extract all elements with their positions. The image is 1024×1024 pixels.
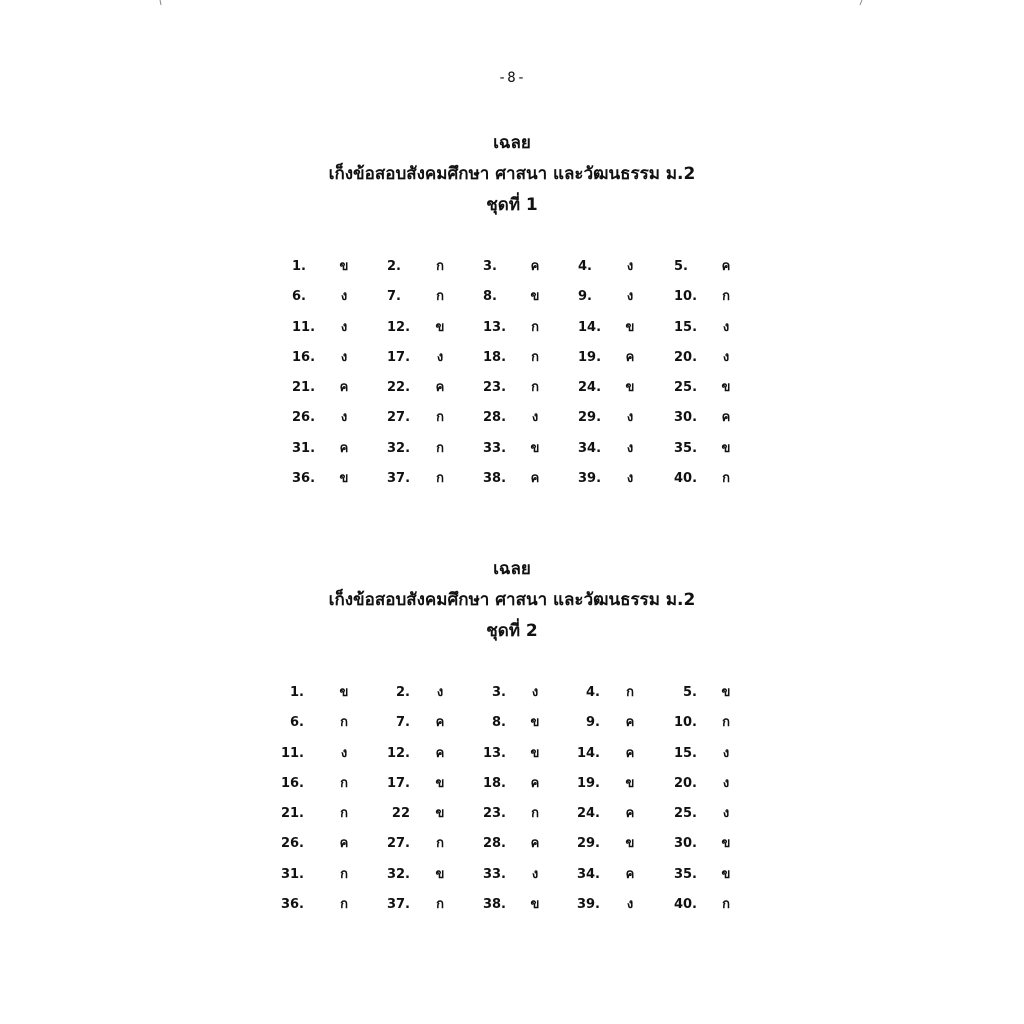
answer-choice: ข bbox=[625, 775, 635, 791]
answer-key-set-2 bbox=[0, 554, 1024, 913]
answer-choice: ข bbox=[721, 380, 731, 396]
answer-row bbox=[0, 282, 1024, 312]
answer-choice: ข bbox=[435, 775, 445, 791]
question-number: 28. bbox=[482, 836, 506, 852]
answer-choice: ข bbox=[435, 866, 445, 882]
answer-choice: ก bbox=[340, 715, 348, 731]
answer-choice: ง bbox=[722, 349, 730, 365]
answer-choice: ก bbox=[531, 319, 539, 335]
question-number: 7. bbox=[396, 715, 410, 731]
answer-row bbox=[0, 769, 1024, 799]
question-number: 39. bbox=[576, 897, 600, 913]
question-number: 16. bbox=[292, 349, 316, 365]
answer-choice: ก bbox=[340, 897, 348, 913]
question-number: 16. bbox=[280, 775, 304, 791]
question-number: 38. bbox=[482, 897, 506, 913]
question-number: 14. bbox=[578, 319, 602, 335]
question-number: 15. bbox=[673, 745, 697, 761]
answer-row bbox=[0, 313, 1024, 343]
answer-choice: ง bbox=[626, 410, 634, 426]
answer-choice: ข bbox=[435, 806, 445, 822]
question-number: 8. bbox=[492, 715, 506, 731]
answer-choice: ค bbox=[625, 745, 635, 761]
answer-key-set-1 bbox=[0, 128, 1024, 487]
answer-choice: ง bbox=[722, 775, 730, 791]
question-number: 3. bbox=[483, 259, 497, 274]
answer-choice: ค bbox=[530, 836, 540, 852]
answer-choice: ง bbox=[626, 289, 634, 305]
question-number: 39. bbox=[578, 471, 602, 487]
question-number: 22 bbox=[391, 806, 410, 822]
question-number: 15. bbox=[674, 319, 698, 335]
question-number: 6. bbox=[292, 289, 306, 305]
question-number: 35. bbox=[674, 440, 698, 456]
question-number: 9. bbox=[578, 289, 592, 305]
answer-choice: ง bbox=[340, 319, 348, 335]
answer-choice: ค bbox=[530, 259, 540, 274]
answer-choice: ข bbox=[530, 715, 540, 731]
question-number: 34. bbox=[576, 866, 600, 882]
question-number: 11. bbox=[292, 319, 316, 335]
question-number: 24. bbox=[576, 806, 600, 822]
scan-edge-marks bbox=[0, 0, 1024, 8]
question-number: 37. bbox=[386, 897, 410, 913]
question-number: 5. bbox=[683, 685, 697, 700]
answer-choice: ก bbox=[722, 897, 730, 913]
answer-choice: ก bbox=[722, 715, 730, 731]
question-number: 8. bbox=[483, 289, 497, 305]
question-number: 33. bbox=[483, 440, 507, 456]
answer-choice: ค bbox=[339, 380, 349, 396]
answer-key-title: เฉลย bbox=[493, 559, 531, 579]
question-number: 2. bbox=[387, 259, 401, 274]
answer-choice: ค bbox=[625, 806, 635, 822]
answer-choice: ง bbox=[722, 745, 730, 761]
question-number: 12. bbox=[386, 745, 410, 761]
answer-key-subtitle: เก็งข้อสอบสังคมศึกษา ศาสนา และวัฒนธรรม ม.2 bbox=[328, 590, 696, 610]
answer-choice: ก bbox=[436, 471, 444, 487]
answer-choice: ค bbox=[625, 715, 635, 731]
question-number: 31. bbox=[292, 440, 316, 456]
answer-choice: ก bbox=[436, 897, 444, 913]
answer-choice: ก bbox=[340, 775, 348, 791]
answer-choice: ข bbox=[721, 440, 731, 456]
answer-choice: ง bbox=[626, 471, 634, 487]
answer-choice: ค bbox=[625, 349, 635, 365]
answer-choice: ง bbox=[436, 349, 444, 365]
answer-choice: ค bbox=[339, 440, 349, 456]
answer-choice: ค bbox=[721, 410, 731, 426]
question-number: 38. bbox=[483, 471, 507, 487]
answer-choice: ข bbox=[339, 685, 349, 700]
answer-row bbox=[0, 343, 1024, 373]
answer-choice: ก bbox=[531, 349, 539, 365]
question-number: 26. bbox=[280, 836, 304, 852]
question-number: 6. bbox=[290, 715, 304, 731]
answer-choice: ค bbox=[530, 471, 540, 487]
answer-choice: ข bbox=[721, 685, 731, 700]
answer-choice: ง bbox=[531, 685, 539, 700]
answer-choice: ง bbox=[626, 440, 634, 456]
answer-choice: ข bbox=[339, 471, 349, 487]
question-number: 33. bbox=[482, 866, 506, 882]
question-number: 1. bbox=[292, 259, 306, 274]
answer-row bbox=[0, 252, 1024, 282]
question-number: 3. bbox=[492, 685, 506, 700]
question-number: 12. bbox=[387, 319, 411, 335]
question-number: 17. bbox=[387, 349, 411, 365]
question-number: 36. bbox=[280, 897, 304, 913]
answer-choice: ก bbox=[436, 289, 444, 305]
answer-choice: ข bbox=[530, 745, 540, 761]
answer-row bbox=[0, 434, 1024, 464]
answer-choice: ก bbox=[531, 806, 539, 822]
answer-key-subtitle: เก็งข้อสอบสังคมศึกษา ศาสนา และวัฒนธรรม ม.2 bbox=[328, 164, 696, 184]
set-label: ชุดที่ 1 bbox=[486, 195, 538, 215]
question-number: 23. bbox=[482, 806, 506, 822]
question-number: 34. bbox=[578, 440, 602, 456]
answer-choice: ข bbox=[625, 380, 635, 396]
question-number: 4. bbox=[586, 685, 600, 700]
answer-choice: ข bbox=[721, 836, 731, 852]
question-number: 17. bbox=[386, 775, 410, 791]
answer-row bbox=[0, 799, 1024, 829]
question-number: 10. bbox=[673, 715, 697, 731]
question-number: 20. bbox=[674, 349, 698, 365]
answer-choice: ค bbox=[721, 259, 731, 274]
question-number: 13. bbox=[482, 745, 506, 761]
answer-choice: ก bbox=[436, 410, 444, 426]
answer-row bbox=[0, 708, 1024, 738]
answer-choice: ก bbox=[722, 471, 730, 487]
answer-row bbox=[0, 739, 1024, 769]
question-number: 22. bbox=[387, 380, 411, 396]
answer-choice: ง bbox=[722, 319, 730, 335]
answer-choice: ง bbox=[531, 410, 539, 426]
question-number: 7. bbox=[387, 289, 401, 305]
question-number: 18. bbox=[483, 349, 507, 365]
answer-choice: ก bbox=[626, 685, 634, 700]
question-number: 40. bbox=[674, 471, 698, 487]
question-number: 29. bbox=[576, 836, 600, 852]
question-number: 27. bbox=[387, 410, 411, 426]
question-number: 10. bbox=[674, 289, 698, 305]
answer-choice: ข bbox=[530, 440, 540, 456]
answer-choice: ง bbox=[436, 685, 444, 700]
question-number: 21. bbox=[280, 806, 304, 822]
answer-choice: ค bbox=[435, 380, 445, 396]
question-number: 37. bbox=[387, 471, 411, 487]
answer-choice: ก bbox=[340, 806, 348, 822]
answer-choice: ก bbox=[436, 259, 444, 274]
answer-choice: ข bbox=[530, 897, 540, 913]
question-number: 40. bbox=[673, 897, 697, 913]
answer-row bbox=[0, 829, 1024, 859]
question-number: 19. bbox=[576, 775, 600, 791]
question-number: 5. bbox=[674, 259, 688, 274]
answer-choice: ก bbox=[340, 866, 348, 882]
question-number: 14. bbox=[576, 745, 600, 761]
answer-choice: ง bbox=[626, 897, 634, 913]
question-number: 1. bbox=[290, 685, 304, 700]
question-number: 23. bbox=[483, 380, 507, 396]
answer-choice: ง bbox=[340, 410, 348, 426]
answer-row bbox=[0, 464, 1024, 494]
answer-grid bbox=[0, 678, 1024, 920]
answer-choice: ข bbox=[530, 289, 540, 305]
question-number: 24. bbox=[578, 380, 602, 396]
question-number: 20. bbox=[673, 775, 697, 791]
question-number: 26. bbox=[292, 410, 316, 426]
question-number: 35. bbox=[673, 866, 697, 882]
answer-choice: ง bbox=[626, 259, 634, 274]
question-number: 4. bbox=[578, 259, 592, 274]
question-number: 2. bbox=[396, 685, 410, 700]
answer-row bbox=[0, 678, 1024, 708]
question-number: 25. bbox=[673, 806, 697, 822]
answer-choice: ข bbox=[625, 836, 635, 852]
answer-choice: ข bbox=[339, 259, 349, 274]
answer-choice: ก bbox=[436, 440, 444, 456]
page-number: -8- bbox=[497, 70, 527, 86]
question-number: 19. bbox=[578, 349, 602, 365]
answer-choice: ง bbox=[340, 349, 348, 365]
question-number: 28. bbox=[483, 410, 507, 426]
question-number: 32. bbox=[387, 440, 411, 456]
question-number: 13. bbox=[483, 319, 507, 335]
question-number: 29. bbox=[578, 410, 602, 426]
answer-key-title: เฉลย bbox=[493, 133, 531, 153]
answer-choice: ค bbox=[435, 745, 445, 761]
question-number: 32. bbox=[386, 866, 410, 882]
answer-choice: ค bbox=[435, 715, 445, 731]
answer-choice: ค bbox=[625, 866, 635, 882]
answer-choice: ง bbox=[531, 866, 539, 882]
answer-choice: ข bbox=[435, 319, 445, 335]
answer-choice: ค bbox=[530, 775, 540, 791]
answer-choice: ง bbox=[722, 806, 730, 822]
answer-row bbox=[0, 890, 1024, 920]
answer-choice: ก bbox=[722, 289, 730, 305]
question-number: 30. bbox=[674, 410, 698, 426]
answer-row bbox=[0, 403, 1024, 433]
question-number: 31. bbox=[280, 866, 304, 882]
answer-row bbox=[0, 860, 1024, 890]
answer-grid bbox=[0, 252, 1024, 494]
question-number: 21. bbox=[292, 380, 316, 396]
question-number: 9. bbox=[586, 715, 600, 731]
question-number: 36. bbox=[292, 471, 316, 487]
answer-choice: ค bbox=[339, 836, 349, 852]
question-number: 18. bbox=[482, 775, 506, 791]
question-number: 30. bbox=[673, 836, 697, 852]
question-number: 27. bbox=[386, 836, 410, 852]
answer-choice: ง bbox=[340, 289, 348, 305]
answer-choice: ง bbox=[340, 745, 348, 761]
answer-row bbox=[0, 373, 1024, 403]
set-label: ชุดที่ 2 bbox=[486, 621, 538, 641]
question-number: 25. bbox=[674, 380, 698, 396]
answer-choice: ก bbox=[436, 836, 444, 852]
question-number: 11. bbox=[280, 745, 304, 761]
answer-choice: ข bbox=[721, 866, 731, 882]
answer-choice: ก bbox=[531, 380, 539, 396]
answer-choice: ข bbox=[625, 319, 635, 335]
